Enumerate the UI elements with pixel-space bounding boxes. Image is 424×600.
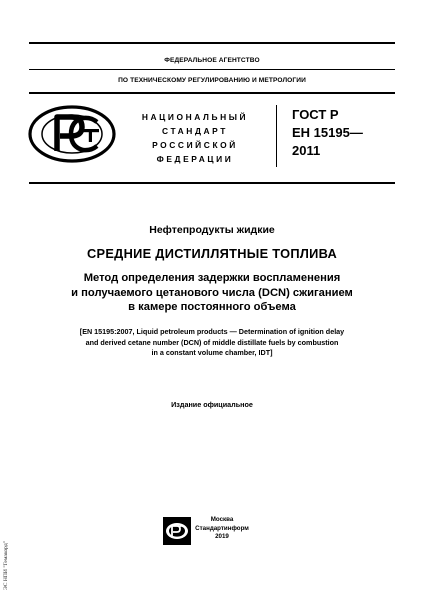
agency-line-1: ФЕДЕРАЛЬНОЕ АГЕНТСТВО [164, 57, 260, 64]
national-line-3: РОССИЙСКОЙ [152, 140, 238, 150]
method-line-2: и получаемого цетанового числа (DCN) сжиганием [71, 286, 353, 299]
agency-divider [29, 69, 395, 70]
gost-line-2: ЕН 15195— [292, 125, 363, 140]
national-line-1: НАЦИОНАЛЬНЫЙ [141, 112, 249, 122]
national-standard-label [130, 110, 260, 166]
top-rule [29, 42, 395, 44]
gost-divider [276, 105, 277, 167]
publisher-year: 2019 [215, 533, 229, 541]
gost-r-logo [27, 103, 117, 165]
publisher-name: Стандартинформ [195, 524, 249, 532]
method-line-1: Метод определения задержки воспламенения [83, 272, 341, 284]
header-bottom-rule [29, 92, 395, 94]
method-line-3: в камере постоянного объема [128, 301, 296, 313]
method-title [0, 271, 424, 315]
agency-line-2: ПО ТЕХНИЧЕСКОМУ РЕГУЛИРОВАНИЮ И МЕТРОЛОГИИ [118, 77, 306, 84]
gost-line-1: ГОСТ Р [292, 107, 339, 122]
gost-r-emblem-icon [27, 103, 117, 165]
english-line-2: and derived cetane number (DCN) of middle distillate fuels by combustion [85, 337, 339, 347]
gost-number [292, 106, 363, 160]
national-line-2: СТАНДАРТ [162, 126, 228, 136]
national-line-4: ФЕДЕРАЦИИ [156, 154, 234, 164]
publisher-city: Москва [210, 516, 234, 523]
standartinform-logo-icon [162, 516, 192, 546]
publisher-info [192, 516, 252, 542]
english-reference [0, 327, 424, 359]
english-line-1: [EN 15195:2007, Liquid petroleum products — Determination of ignition delay [79, 327, 345, 336]
edition-label: Издание официальное [171, 400, 253, 409]
publisher-logo [162, 516, 192, 546]
main-title: СРЕДНИЕ ДИСТИЛЛЯТНЫЕ ТОПЛИВА [86, 246, 338, 261]
gost-line-3: 2011 [292, 143, 321, 158]
english-line-3: in a constant volume chamber, IDT] [151, 348, 273, 357]
title-top-rule [29, 182, 395, 184]
product-title: Нефтепродукты жидкие [149, 224, 275, 236]
side-stamp: ЭС НПИ "Гемакорд" [3, 541, 9, 590]
